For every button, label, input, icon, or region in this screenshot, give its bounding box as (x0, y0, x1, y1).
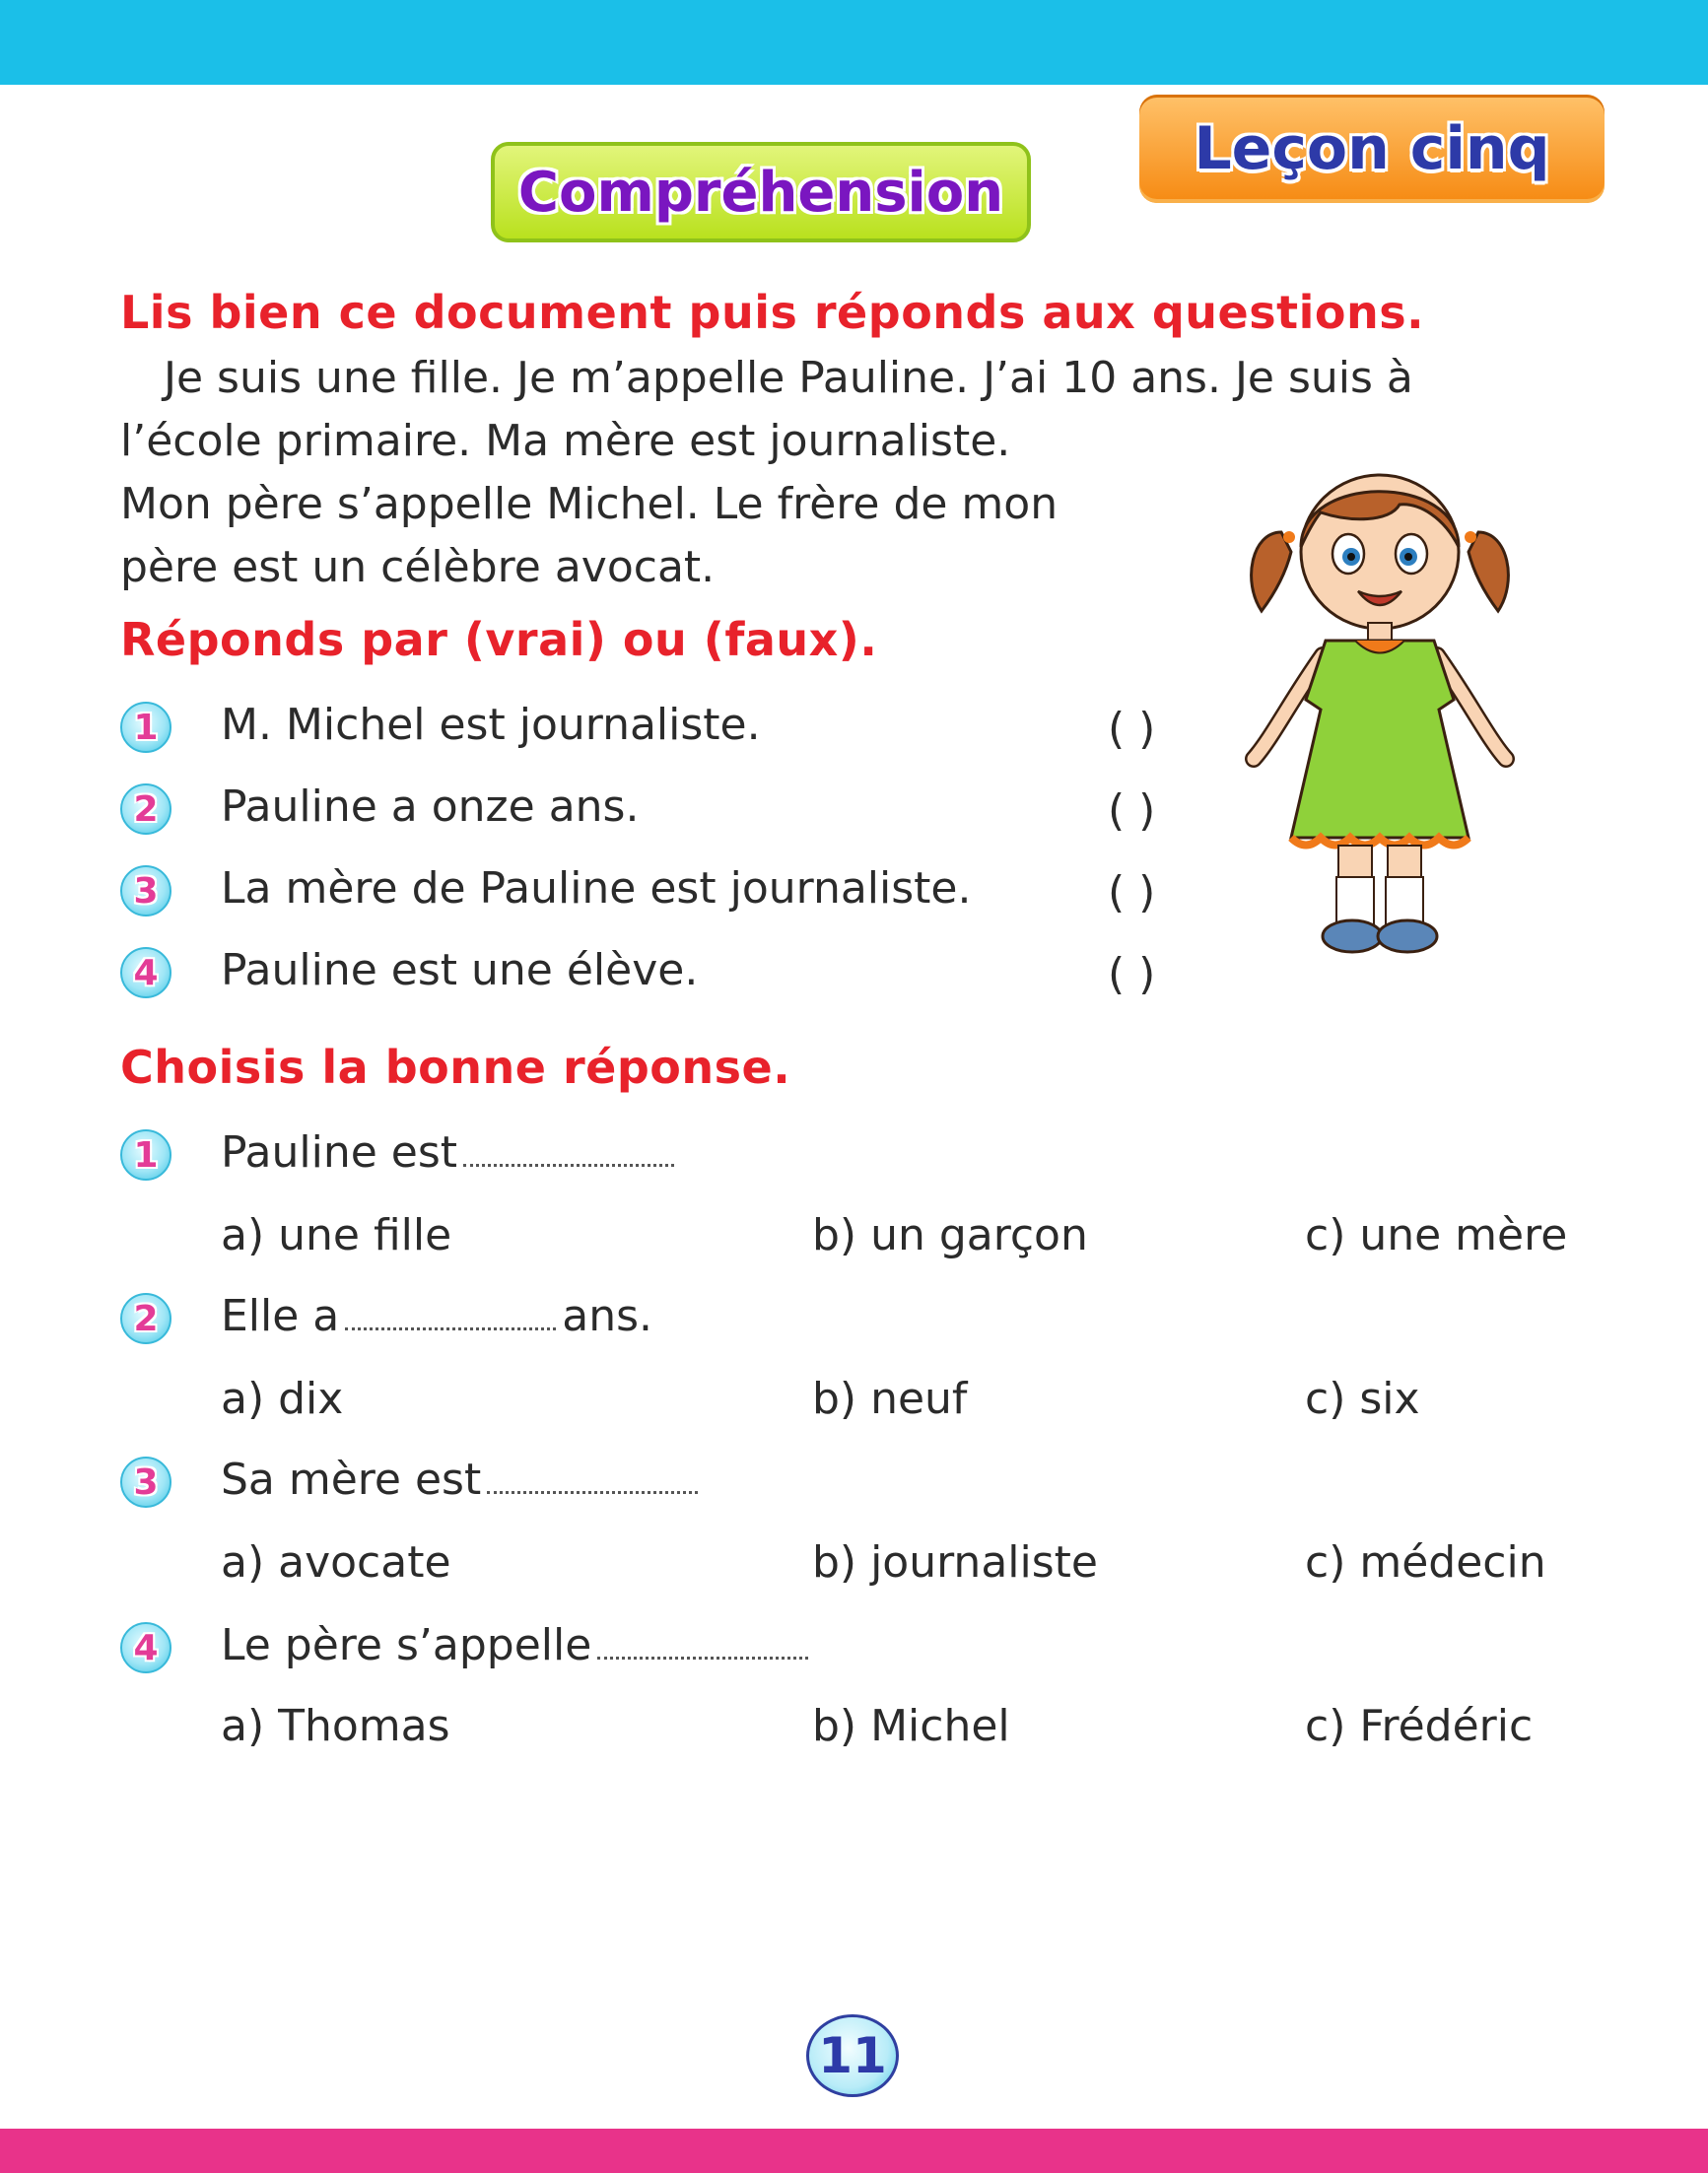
answer-blank[interactable] (597, 1655, 808, 1660)
passage-line: Je suis une fille. Je m’appelle Pauline. J’ai 10 ans. Je suis à (164, 353, 1413, 403)
reading-instruction: Lis bien ce document puis réponds aux questions. (120, 286, 1425, 339)
answer-blank[interactable] (487, 1489, 698, 1494)
true-false-statement: M. Michel est journaliste. (221, 700, 761, 750)
option-a[interactable]: a) Thomas (221, 1701, 450, 1751)
option-b[interactable]: b) neuf (812, 1374, 968, 1424)
section-title: Compréhension (517, 160, 1004, 225)
passage-line: l’école primaire. Ma mère est journaliste. (120, 416, 1011, 466)
bottom-color-band (0, 2129, 1708, 2173)
question-stem: Le père s’appelle (221, 1620, 592, 1670)
option-a[interactable]: a) dix (221, 1374, 344, 1424)
girl-illustration (1232, 443, 1528, 966)
lesson-badge (1139, 95, 1605, 203)
page-number: 11 (806, 2014, 899, 2097)
question-stem-end: ans. (562, 1291, 653, 1341)
top-color-band (0, 0, 1708, 85)
option-c[interactable]: c) médecin (1305, 1537, 1546, 1588)
passage-line: père est un célèbre avocat. (120, 542, 716, 592)
item-number-badge: 3 (120, 1457, 171, 1508)
option-c[interactable]: c) Frédéric (1305, 1701, 1534, 1751)
answer-box[interactable]: ( ) (1108, 785, 1156, 836)
lesson-title: Leçon cinq (1194, 114, 1550, 183)
question-stem: Elle a (221, 1291, 340, 1341)
option-c[interactable]: c) six (1305, 1374, 1420, 1424)
true-false-statement: Pauline est une élève. (221, 945, 699, 995)
item-number-badge: 3 (120, 865, 171, 917)
option-b[interactable]: b) journaliste (812, 1537, 1098, 1588)
mcq-question (221, 1455, 704, 1505)
item-number-badge: 4 (120, 947, 171, 998)
mcq-question (221, 1291, 653, 1341)
option-c[interactable]: c) une mère (1305, 1210, 1568, 1260)
choose-instruction: Choisis la bonne réponse. (120, 1041, 791, 1094)
passage-line: Mon père s’appelle Michel. Le frère de mon (120, 479, 1059, 529)
option-a[interactable]: a) une fille (221, 1210, 452, 1260)
answer-box[interactable]: ( ) (1108, 867, 1156, 917)
option-b[interactable]: b) un garçon (812, 1210, 1088, 1260)
section-badge (491, 142, 1031, 242)
item-number-badge: 1 (120, 1129, 171, 1181)
true-false-statement: Pauline a onze ans. (221, 781, 640, 832)
mcq-question (221, 1620, 814, 1670)
question-stem: Sa mère est (221, 1455, 482, 1505)
item-number-badge: 1 (120, 702, 171, 753)
answer-blank[interactable] (345, 1325, 556, 1330)
mcq-question (221, 1127, 680, 1178)
answer-box[interactable]: ( ) (1108, 704, 1156, 754)
option-b[interactable]: b) Michel (812, 1701, 1010, 1751)
question-stem: Pauline est (221, 1127, 458, 1178)
item-number-badge: 4 (120, 1622, 171, 1673)
answer-box[interactable]: ( ) (1108, 949, 1156, 999)
true-false-instruction: Réponds par (vrai) ou (faux). (120, 613, 878, 666)
item-number-badge: 2 (120, 1293, 171, 1344)
true-false-statement: La mère de Pauline est journaliste. (221, 863, 972, 914)
option-a[interactable]: a) avocate (221, 1537, 451, 1588)
answer-blank[interactable] (463, 1162, 674, 1167)
item-number-badge: 2 (120, 783, 171, 835)
